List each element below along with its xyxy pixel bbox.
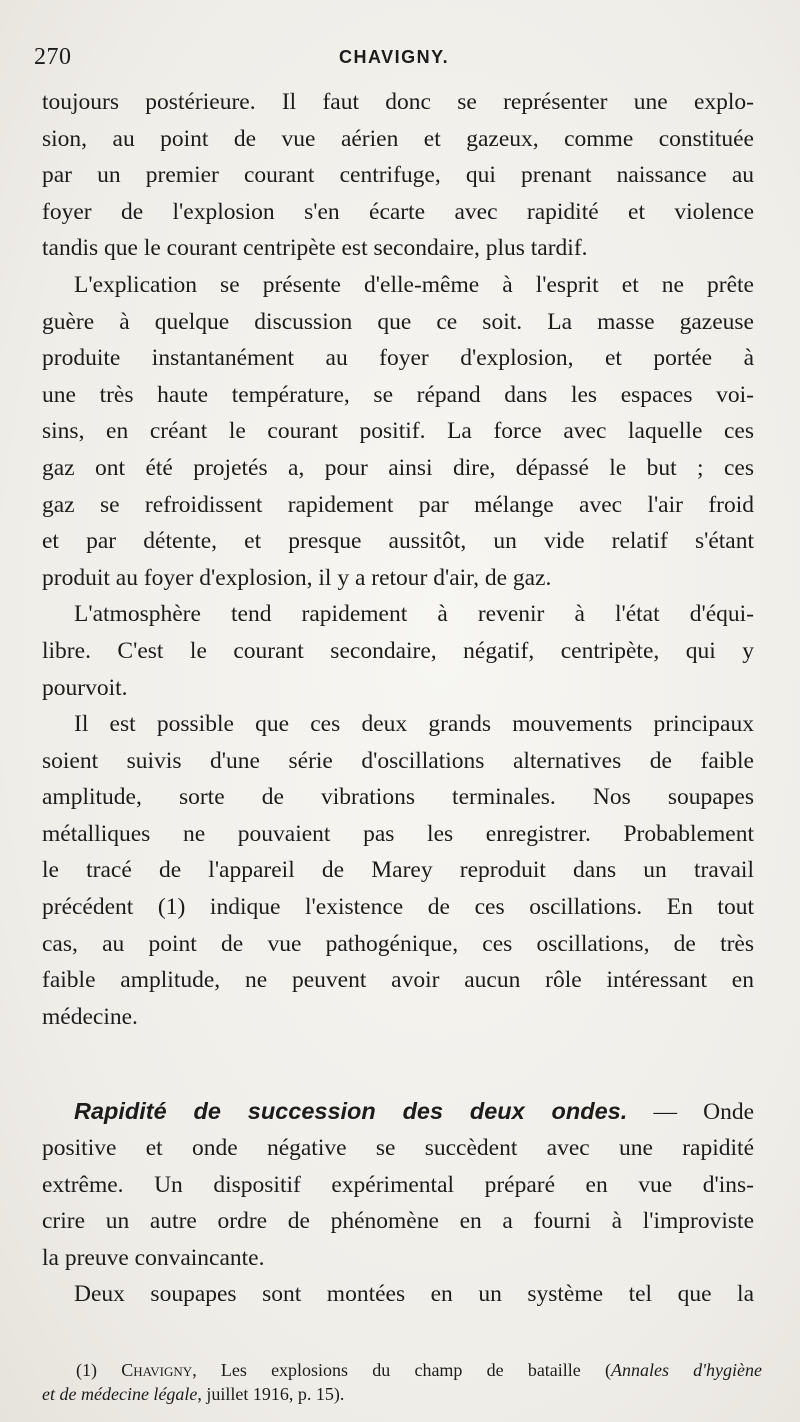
text-line: une très haute température, se répand dans les espaces voi- [42, 381, 754, 408]
text-line: extrême. Un dispositif expérimental préparé en vue d'ins- [42, 1171, 754, 1198]
running-head: CHAVIGNY. [339, 47, 450, 67]
page-number: 270 [34, 44, 72, 70]
footnote-author: Chavigny [121, 1360, 193, 1380]
text-line: soient suivis d'une série d'oscillations alternatives de faible [42, 747, 754, 774]
text-line: et par détente, et presque aussitôt, un vide relatif s'étant [42, 528, 754, 555]
text-line: positive et onde négative se succèdent avec une rapidité [42, 1135, 754, 1162]
section-gap [42, 1035, 754, 1093]
text-line: le tracé de l'appareil de Marey reproduit dans un travail [42, 857, 754, 884]
page-header [34, 44, 754, 74]
text-line: sins, en créant le courant positif. La force avec laquelle ces [42, 418, 754, 445]
text-line: amplitude, sorte de vibrations terminales. Nos soupapes [42, 784, 754, 811]
text-line: crire un autre ordre de phénomène en a fourni à l'improviste [42, 1208, 754, 1235]
text-line: gaz ont été projetés a, pour ainsi dire, dépassé le but ; ces [42, 454, 754, 481]
footnote-journal-continued: et de médecine légale [42, 1384, 198, 1404]
text-line: cas, au point de vue pathogénique, ces oscillations, de très [42, 930, 754, 957]
text-line: métalliques ne pouvaient pas les enregistrer. Probablement [42, 820, 754, 847]
text-line: Il est possible que ces deux grands mouvements principaux [74, 711, 754, 738]
text-line: la preuve convaincante. [42, 1244, 265, 1271]
body-text [42, 84, 754, 1313]
paragraph-1 [42, 84, 754, 267]
text-line: gaz se refroidissent rapidement par mélange avec l'air froid [42, 491, 754, 518]
text-line: précédent (1) indique l'existence de ces oscillations. En tout [42, 894, 754, 921]
section-heading-line [42, 1093, 754, 1130]
text-line: foyer de l'explosion s'en écarte avec rapidité et violence [42, 198, 754, 225]
text-line: produit au foyer d'explosion, il y a retour d'air, de gaz. [42, 564, 552, 591]
footnote-text: , Les explosions du champ de bataille ( [192, 1360, 611, 1380]
text-line: L'atmosphère tend rapidement à revenir à l'état d'équi- [74, 601, 754, 628]
text-line: libre. C'est le courant secondaire, négatif, centripète, qui y [42, 637, 754, 664]
paragraph-6 [42, 1276, 754, 1313]
text-line: tandis que le courant centripète est secondaire, plus tardif. [42, 235, 588, 262]
section-heading-continuation: — Onde [627, 1099, 754, 1126]
footnote [42, 1358, 762, 1406]
footnote-journal: Annales d'hygiène [610, 1360, 762, 1380]
paragraph-5 [42, 1093, 754, 1276]
paragraph-3 [42, 596, 754, 706]
text-line: par un premier courant centrifuge, qui prenant naissance au [42, 162, 754, 189]
text-line: sion, au point de vue aérien et gazeux, comme constituée [42, 125, 754, 152]
paragraph-4 [42, 706, 754, 1035]
text-line: médecine. [42, 1003, 138, 1030]
text-line: faible amplitude, ne peuvent avoir aucun rôle intéressant en [42, 967, 754, 994]
text-line: guère à quelque discussion que ce soit. La masse gazeuse [42, 308, 754, 335]
text-line: toujours postérieure. Il faut donc se représenter une explo- [42, 89, 754, 115]
section-heading: Rapidité de succession des deux ondes. [74, 1098, 628, 1125]
text-line: Deux soupapes sont montées en un système tel que la [74, 1281, 754, 1308]
footnote-date: , juillet 1916, p. 15). [197, 1384, 345, 1404]
text-line: produite instantanément au foyer d'explosion, et portée à [42, 345, 754, 372]
footnote-line [42, 1358, 762, 1382]
paragraph-2 [42, 267, 754, 596]
text-line: L'explication se présente d'elle-même à l'esprit et ne prête [74, 271, 754, 298]
footnote-line [42, 1382, 762, 1406]
footnote-marker: (1) [76, 1360, 122, 1380]
text-line: pourvoit. [42, 674, 128, 701]
